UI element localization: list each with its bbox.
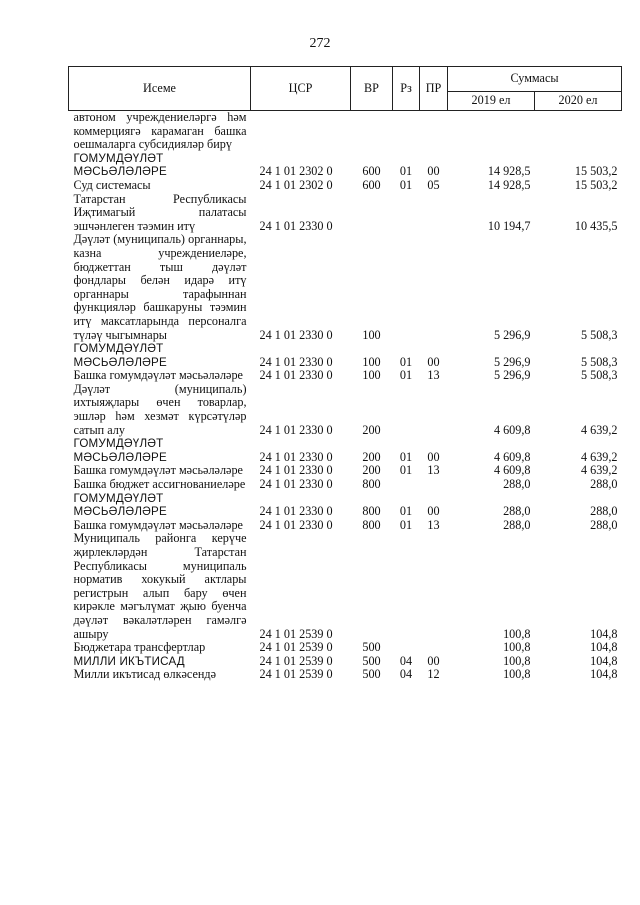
row-pr: 00: [427, 354, 440, 369]
table-row: [69, 383, 622, 437]
row-value-2020: 5 508,3: [580, 327, 618, 342]
row-pr: 00: [427, 653, 440, 668]
row-name: Татарстан Республикасы Иҗтимагый палатасы эшчәнлеген тәэмин итү: [73, 191, 247, 233]
row-rz: 04: [399, 653, 413, 668]
header-name: Исеме: [69, 67, 251, 111]
row-value-2020: 4 639,2: [580, 449, 618, 464]
table-row: [69, 179, 622, 193]
row-value-2019: [448, 111, 535, 152]
row-csr: [251, 111, 351, 152]
row-name: Суд системасы: [73, 177, 151, 192]
row-value-2020: 5 508,3: [580, 368, 618, 383]
header-year-2020: 2020 ел: [535, 92, 622, 111]
row-name: Бюджетара трансфертлар: [73, 640, 206, 655]
row-value-2020: [535, 111, 622, 152]
row-name: Дәүләт (муниципаль) органнары, казна учреждениеләре, бюджеттан тыш дәүләт фондлары белән идарә итү органнары тарафыннан функцияләр башкаруны тәэмин итү максатларында персоналга түләү чыгымнары: [73, 232, 247, 342]
table-row: [69, 492, 622, 519]
row-pr: 00: [427, 164, 440, 179]
table-row: [69, 464, 622, 478]
row-csr: 24 1 01 2330 0: [259, 368, 333, 383]
table-body: [69, 111, 622, 682]
header-sums: Суммасы: [448, 67, 622, 92]
row-csr: 24 1 01 2539 0: [259, 653, 333, 668]
row-csr: 24 1 01 2302 0: [259, 177, 333, 192]
row-rz: [393, 641, 420, 655]
row-value-2019: 288,0: [503, 504, 531, 519]
row-rz: [393, 111, 420, 152]
row-rz: [393, 478, 420, 492]
row-value-2019: 5 296,9: [493, 327, 531, 342]
row-pr: [420, 478, 448, 492]
row-value-2020: 104,8: [590, 640, 618, 655]
row-rz: 01: [399, 504, 413, 519]
table-row: [69, 152, 622, 179]
table-header: [69, 67, 622, 111]
row-vr: 100: [362, 327, 381, 342]
row-rz: 01: [399, 517, 413, 532]
row-value-2019: 14 928,5: [487, 164, 531, 179]
row-value-2019: 288,0: [503, 517, 531, 532]
row-value-2020: 104,8: [590, 667, 618, 682]
row-vr: 600: [362, 164, 381, 179]
table-row: [69, 478, 622, 492]
table-row: [69, 193, 622, 234]
row-value-2019: 100,8: [503, 667, 531, 682]
row-csr: 24 1 01 2330 0: [259, 422, 333, 437]
row-name: Башка гомумдәүләт мәсьәләләре: [73, 368, 243, 383]
table-row: [69, 532, 622, 641]
row-csr: 24 1 01 2330 0: [259, 449, 333, 464]
row-rz: 01: [399, 463, 413, 478]
row-value-2019: 10 194,7: [487, 218, 531, 233]
row-vr: 500: [362, 667, 381, 682]
row-vr: [351, 193, 393, 234]
row-vr: [351, 111, 393, 152]
row-value-2020: 4 639,2: [580, 463, 618, 478]
row-value-2020: 15 503,2: [574, 164, 618, 179]
row-value-2020: 104,8: [590, 653, 618, 668]
row-value-2019: 4 609,8: [493, 422, 531, 437]
row-pr: [420, 111, 448, 152]
row-name: Башка бюджет ассигнованиеләре: [73, 477, 246, 492]
row-value-2019: 5 296,9: [493, 368, 531, 383]
row-value-2019: 4 609,8: [493, 449, 531, 464]
row-name: автоном учреждениеләргә һәм коммерциягә карамаган башка оешмаларга субсидияләр бирү: [73, 110, 247, 152]
row-csr: 24 1 01 2330 0: [259, 504, 333, 519]
page-number: 272: [309, 36, 331, 51]
row-rz: [393, 532, 420, 641]
row-csr: 24 1 01 2330 0: [259, 463, 333, 478]
row-csr: 24 1 01 2539 0: [259, 626, 333, 641]
row-vr: 200: [362, 463, 381, 478]
row-rz: [393, 193, 420, 234]
row-csr: 24 1 01 2330 0: [259, 517, 333, 532]
row-value-2020: 288,0: [590, 517, 618, 532]
table-row: [69, 437, 622, 464]
row-value-2020: 10 435,5: [574, 218, 618, 233]
row-value-2019: 14 928,5: [487, 177, 531, 192]
row-pr: 05: [427, 177, 440, 192]
row-name: Башка гомумдәүләт мәсьәләләре: [73, 463, 243, 478]
header-rz: Рз: [393, 67, 420, 111]
row-rz: 01: [399, 449, 413, 464]
row-value-2020: 5 508,3: [580, 354, 618, 369]
row-name: ГОМУМДӘҮЛӘТ МӘСЬӘЛӘЛӘРЕ: [73, 151, 167, 179]
header-csr: ЦСР: [251, 67, 351, 111]
table-row: [69, 519, 622, 533]
table-row: [69, 342, 622, 369]
row-vr: 800: [362, 504, 381, 519]
row-csr: 24 1 01 2302 0: [259, 164, 333, 179]
table-row: [69, 641, 622, 655]
row-value-2020: 15 503,2: [574, 177, 618, 192]
row-vr: 200: [362, 449, 381, 464]
row-name: ГОМУМДӘҮЛӘТ МӘСЬӘЛӘЛӘРЕ: [73, 491, 167, 519]
row-csr: 24 1 01 2539 0: [259, 667, 333, 682]
row-pr: 13: [427, 463, 440, 478]
row-value-2019: 100,8: [503, 640, 531, 655]
row-pr: [420, 193, 448, 234]
row-pr: 00: [427, 449, 440, 464]
row-vr: 500: [362, 653, 381, 668]
row-value-2020: 288,0: [590, 477, 618, 492]
table-row: [69, 668, 622, 682]
row-pr: 12: [427, 667, 440, 682]
table-row: [69, 655, 622, 669]
row-vr: 100: [362, 368, 381, 383]
row-csr: 24 1 01 2330 0: [259, 354, 333, 369]
row-value-2020: 288,0: [590, 504, 618, 519]
row-rz: 04: [399, 667, 413, 682]
row-name: ГОМУМДӘҮЛӘТ МӘСЬӘЛӘЛӘРЕ: [73, 342, 167, 369]
row-rz: [393, 233, 420, 342]
row-value-2019: 100,8: [503, 653, 531, 668]
row-pr: [420, 383, 448, 437]
row-vr: 800: [362, 477, 381, 492]
row-value-2019: 100,8: [503, 626, 531, 641]
row-pr: [420, 233, 448, 342]
row-csr: 24 1 01 2330 0: [259, 218, 333, 233]
row-csr: 24 1 01 2330 0: [259, 327, 333, 342]
row-value-2019: 288,0: [503, 477, 531, 492]
table-row: [69, 111, 622, 152]
row-name: МИЛЛИ ИКЪТИСАД: [73, 654, 185, 668]
table-row: [69, 369, 622, 383]
row-vr: 500: [362, 640, 381, 655]
row-pr: 00: [427, 504, 440, 519]
row-name: Дәүләт (муниципаль) ихтыяҗлары өчен товарлар, эшләр һәм хезмәт күрсәтүләр сатып алу: [73, 381, 247, 437]
row-name: ГОМУМДӘҮЛӘТ МӘСЬӘЛӘЛӘРЕ: [73, 437, 167, 464]
row-rz: 01: [399, 177, 413, 192]
row-rz: 01: [399, 368, 413, 383]
row-name: Башка гомумдәүләт мәсьәләләре: [73, 517, 243, 532]
row-rz: [393, 383, 420, 437]
row-value-2020: 4 639,2: [580, 422, 618, 437]
row-pr: 13: [427, 368, 440, 383]
row-vr: [351, 532, 393, 641]
row-pr: [420, 641, 448, 655]
row-value-2019: 4 609,8: [493, 463, 531, 478]
row-name: Милли икътисад өлкәсендә: [73, 667, 217, 682]
row-vr: 200: [362, 422, 381, 437]
row-vr: 100: [362, 354, 381, 369]
row-csr: 24 1 01 2330 0: [259, 477, 333, 492]
budget-table: [68, 66, 622, 682]
row-vr: 600: [362, 177, 381, 192]
row-rz: 01: [399, 354, 413, 369]
row-csr: 24 1 01 2539 0: [259, 640, 333, 655]
row-pr: 13: [427, 517, 440, 532]
row-value-2019: 5 296,9: [493, 354, 531, 369]
row-vr: 800: [362, 517, 381, 532]
table-row: [69, 233, 622, 342]
header-year-2019: 2019 ел: [448, 92, 535, 111]
row-value-2020: 104,8: [590, 626, 618, 641]
row-pr: [420, 532, 448, 641]
header-pr: ПР: [420, 67, 448, 111]
row-rz: 01: [399, 164, 413, 179]
row-name: Муниципаль районга керүче җирлекләрдән Татарстан Республикасы муниципаль норматив хокукый актлары регистрын алып бару өчен кирәкле мәгълүмат җыю буенча дәүләт вәкаләтләрен гамәлгә ашыру: [73, 531, 247, 641]
header-vr: ВР: [351, 67, 393, 111]
